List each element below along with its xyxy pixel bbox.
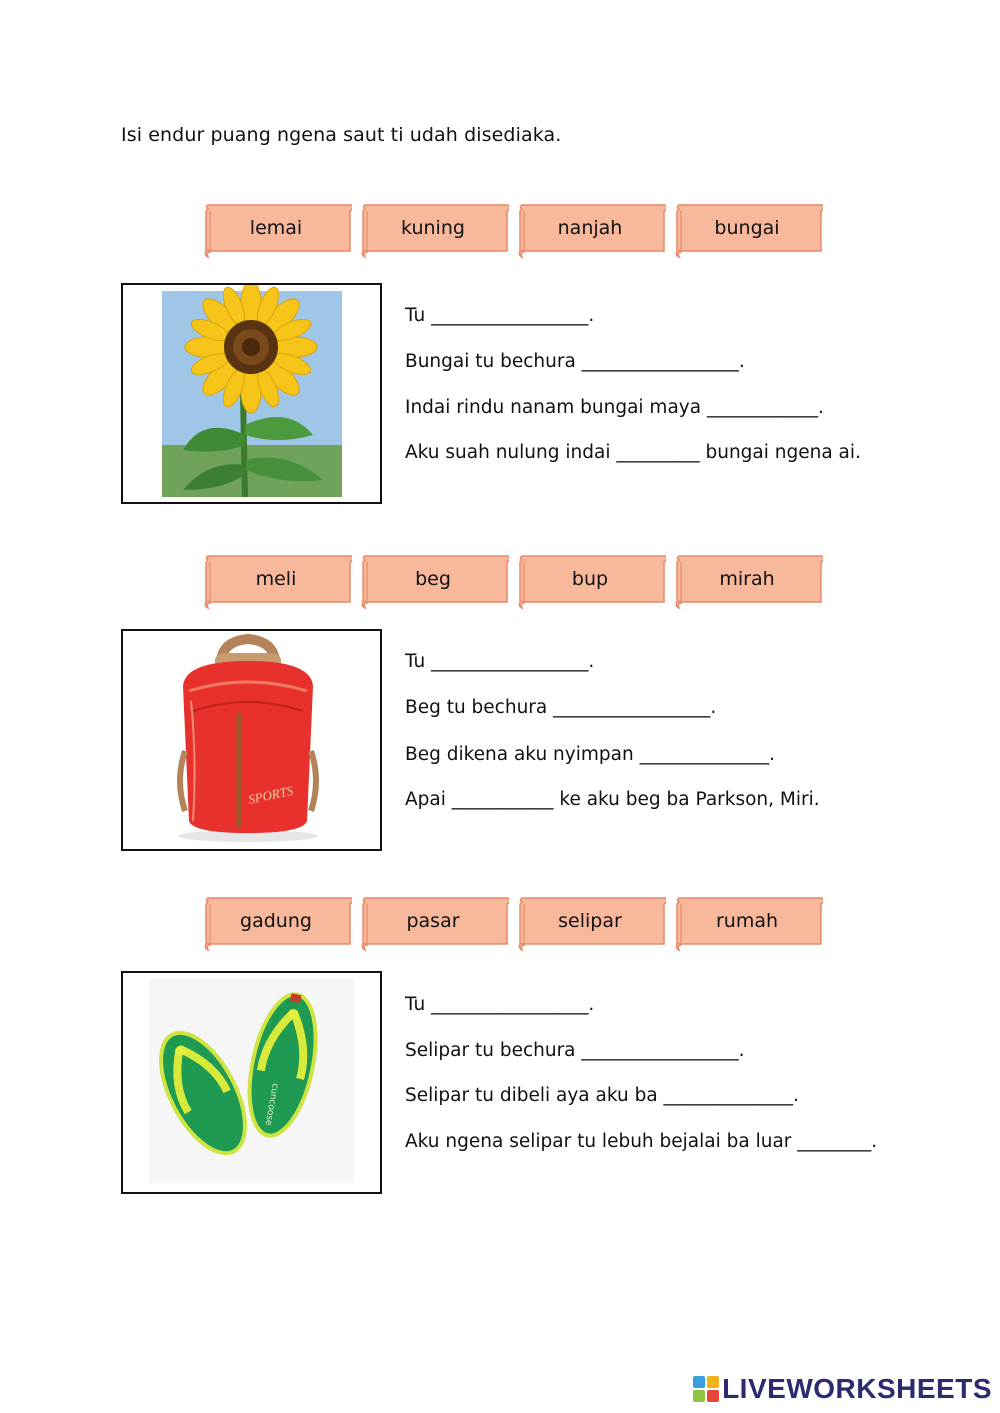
picture-frame [121, 629, 382, 851]
word-label: bungai [714, 217, 780, 239]
word-card[interactable] [359, 203, 507, 253]
fill-blank-sentence[interactable]: Apai ___________ ke aku beg ba Parkson, Miri. [405, 789, 820, 810]
liveworksheets-logo-icon [693, 1376, 719, 1402]
word-card[interactable] [516, 203, 664, 253]
word-bank-3 [200, 896, 830, 952]
word-card[interactable] [673, 554, 821, 604]
word-card[interactable] [516, 554, 664, 604]
word-label: pasar [406, 910, 460, 932]
word-card[interactable] [359, 554, 507, 604]
word-label: gadung [240, 910, 312, 932]
word-label: nanjah [557, 217, 623, 239]
fill-blank-sentence[interactable]: Tu _________________. [405, 651, 595, 672]
word-label: rumah [715, 910, 779, 932]
fill-blank-sentence[interactable]: Aku suah nulung indai _________ bungai ngena ai. [405, 442, 861, 463]
instruction-text: Isi endur puang ngena saut ti udah disediaka. [121, 124, 562, 146]
word-card[interactable] [202, 896, 350, 946]
sandal-print-text: cuncoose [262, 1082, 280, 1127]
picture-frame [121, 283, 382, 504]
fill-blank-sentence[interactable]: Selipar tu bechura _________________. [405, 1040, 745, 1061]
word-label: mirah [719, 568, 775, 590]
word-label: lemai [249, 217, 303, 239]
sunflower-image [123, 285, 380, 502]
word-label: selipar [558, 910, 622, 932]
fill-blank-sentence[interactable]: Indai rindu nanam bungai maya ____________. [405, 397, 824, 418]
fill-blank-sentence[interactable]: Beg tu bechura _________________. [405, 697, 717, 718]
fill-blank-sentence[interactable]: Tu _________________. [405, 994, 595, 1015]
word-card[interactable] [516, 896, 664, 946]
word-card[interactable] [202, 554, 350, 604]
word-card[interactable] [359, 896, 507, 946]
word-label: meli [255, 568, 297, 590]
word-card[interactable] [673, 896, 821, 946]
fill-blank-sentence[interactable]: Bungai tu bechura _________________. [405, 351, 745, 372]
word-bank-2 [200, 554, 830, 610]
word-label: kuning [401, 217, 465, 239]
fill-blank-sentence[interactable]: Selipar tu dibeli aya aku ba ______________. [405, 1085, 799, 1106]
fill-blank-sentence[interactable]: Tu _________________. [405, 305, 595, 326]
word-label: bup [571, 568, 609, 590]
bag-print-text: SPORTS [246, 782, 295, 807]
backpack-image [123, 631, 380, 849]
flip-flops-image [123, 973, 380, 1192]
word-card[interactable] [202, 203, 350, 253]
logo-text: LIVEWORKSHEETS [722, 1373, 992, 1404]
fill-blank-sentence[interactable]: Beg dikena aku nyimpan ______________. [405, 744, 775, 765]
liveworksheets-logo[interactable] [693, 1371, 992, 1407]
fill-blank-sentence[interactable]: Aku ngena selipar tu lebuh bejalai ba luar ________. [405, 1131, 878, 1152]
picture-frame [121, 971, 382, 1194]
word-card[interactable] [673, 203, 821, 253]
word-bank-1 [200, 203, 830, 259]
word-label: beg [415, 568, 451, 590]
